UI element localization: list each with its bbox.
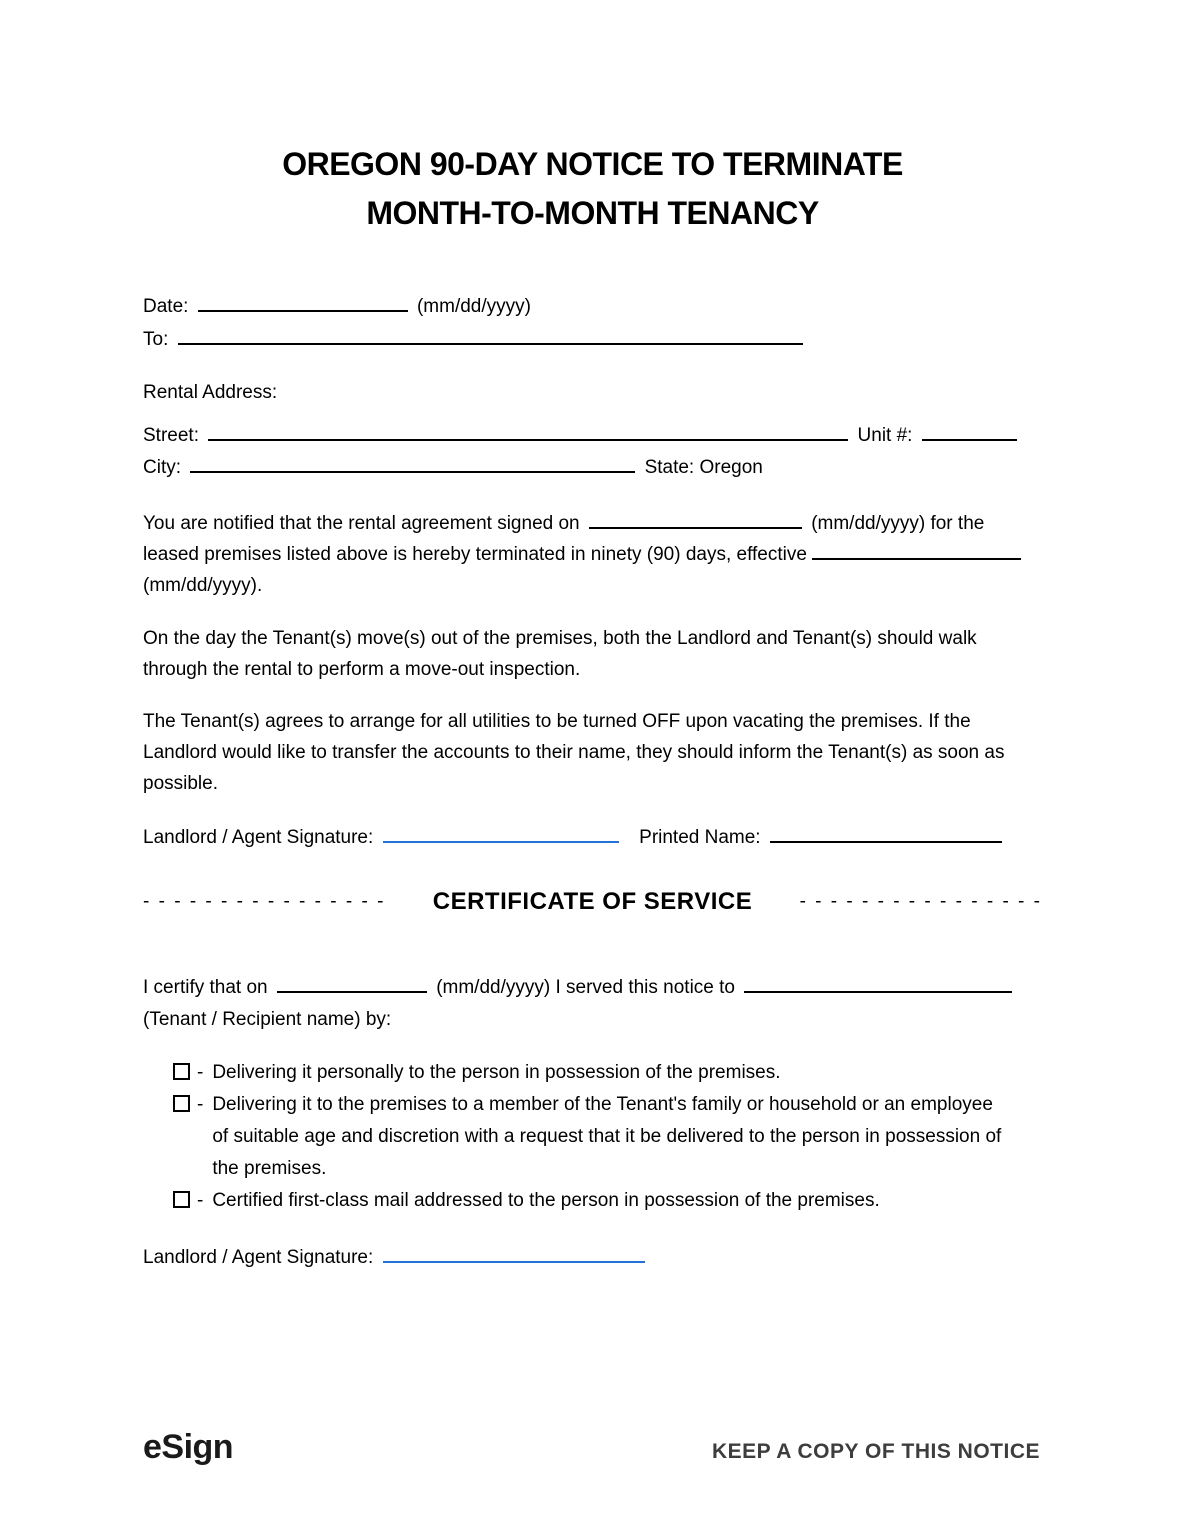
recipient-name-input-line[interactable] (744, 974, 1012, 993)
city-input-line[interactable] (190, 454, 635, 473)
service-option-mail-label: Certified first-class mail addressed to the person in possession of the premises. (212, 1190, 880, 1211)
unit-input-line[interactable] (922, 422, 1017, 441)
certificate-dashes-right: - - - - - - - - - - - - - - - - (799, 891, 1042, 912)
certify-statement-text-b: (mm/dd/yyyy) I served this notice to (436, 977, 736, 998)
date-label: Date: (143, 296, 189, 317)
certify-statement-text-c: (Tenant / Recipient name) by: (143, 1009, 392, 1030)
printed-name-label: Printed Name: (639, 827, 761, 848)
option-dash: - (197, 1094, 204, 1115)
unit-label: Unit #: (857, 425, 913, 446)
printed-name-input-line[interactable] (770, 824, 1002, 843)
service-option-mail (173, 1185, 1042, 1217)
service-option-personal (173, 1057, 1042, 1089)
paragraph-utilities: The Tenant(s) agrees to arrange for all utilities to be turned OFF upon vacating the premises. If the Landlord would like to transfer the accounts to their name, they should inform the Tenant(s) as soon as possible. (143, 711, 1005, 794)
to-input-line[interactable] (178, 326, 803, 345)
paragraph-termination-text-c: (mm/dd/yyyy). (143, 575, 263, 596)
certificate-title: CERTIFICATE OF SERVICE (432, 888, 753, 915)
certificate-dashes-left: - - - - - - - - - - - - - - - - (143, 891, 386, 912)
certificate-signature-input-line[interactable] (383, 1244, 645, 1263)
service-option-household-label: Delivering it to the premises to a member of the Tenant's family or household or an employee of suitable age and discretion with a request that it be delivered to the person in possession of the premises. (212, 1094, 1002, 1179)
signed-date-input-line[interactable] (589, 510, 802, 529)
to-label: To: (143, 329, 169, 350)
personal-delivery-checkbox[interactable] (173, 1063, 190, 1080)
certificate-of-service-header (143, 887, 1042, 917)
certified-mail-checkbox[interactable] (173, 1191, 190, 1208)
paragraph-termination (143, 508, 1042, 601)
paragraph-moveout: On the day the Tenant(s) move(s) out of the premises, both the Landlord and Tenant(s) should walk through the rental to perform a move-out inspection. (143, 628, 977, 680)
document-title-line2: MONTH-TO-MONTH TENANCY (366, 195, 819, 231)
service-method-options (143, 1057, 1042, 1217)
effective-date-input-line[interactable] (812, 541, 1021, 560)
landlord-signature-label: Landlord / Agent Signature: (143, 827, 374, 848)
certificate-signature-label: Landlord / Agent Signature: (143, 1247, 374, 1268)
state-label: State: Oregon (644, 457, 763, 478)
landlord-signature-row (143, 821, 1042, 854)
street-input-line[interactable] (208, 422, 848, 441)
certify-statement (143, 972, 1042, 1036)
landlord-signature-input-line[interactable] (383, 824, 619, 843)
service-date-input-line[interactable] (277, 974, 427, 993)
street-row (143, 420, 1042, 452)
service-option-personal-label: Delivering it personally to the person in possession of the premises. (212, 1062, 781, 1083)
household-delivery-checkbox[interactable] (173, 1095, 190, 1112)
rental-address-heading: Rental Address: (143, 382, 278, 403)
service-option-household (173, 1089, 1042, 1185)
page-footer (143, 1428, 1040, 1467)
street-label: Street: (143, 425, 199, 446)
document-title-line1: OREGON 90-DAY NOTICE TO TERMINATE (282, 146, 903, 182)
date-row (143, 290, 1042, 323)
footer-notice-text: KEEP A COPY OF THIS NOTICE (711, 1440, 1040, 1463)
paragraph-termination-text-b: (mm/dd/yyyy) for the leased premises listed above is hereby terminated in ninety (90) days, effective (143, 513, 985, 565)
to-row (143, 323, 1042, 356)
date-format-hint: (mm/dd/yyyy) (416, 296, 531, 317)
option-dash: - (197, 1062, 204, 1083)
paragraph-termination-text-a: You are notified that the rental agreement signed on (143, 513, 580, 534)
document-title (143, 140, 1042, 238)
certify-statement-text-a: I certify that on (143, 977, 268, 998)
esign-logo: eSign (143, 1428, 234, 1466)
date-input-line[interactable] (198, 293, 408, 312)
city-label: City: (143, 457, 181, 478)
certificate-signature-row (143, 1241, 1042, 1274)
city-row (143, 452, 1042, 484)
option-dash: - (197, 1190, 204, 1211)
